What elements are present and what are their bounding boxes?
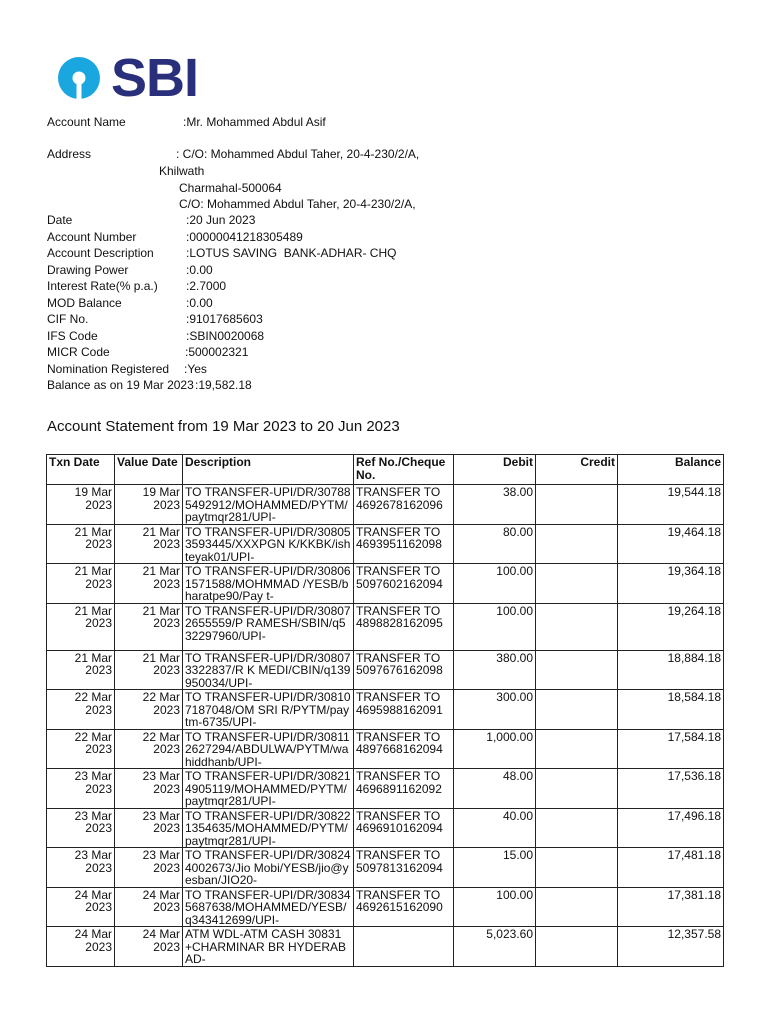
table-row [47,650,724,690]
balance-cell: 19,264.18 [618,603,724,650]
ref-cell: TRANSFER TO 4692678162096 [354,485,454,525]
credit-cell [536,603,618,650]
table-row [47,887,724,927]
credit-cell [536,769,618,809]
header-balance: Balance [618,455,724,485]
table-row [47,808,724,848]
description-cell: TO TRANSFER-UPI/DR/308244002673/Jio Mobi/YESB/jio@yesban/JIO20- [183,848,354,888]
bank-name: SBI [111,48,199,108]
txn-date-cell: 21 Mar 2023 [47,564,115,604]
debit-cell: 300.00 [454,690,536,730]
description-cell: TO TRANSFER-UPI/DR/308061571588/MOHMMAD /YESB/bharatpe90/Pay t- [183,564,354,604]
balance-cell: 17,536.18 [618,769,724,809]
value-date-cell: 22 Mar 2023 [115,690,183,730]
credit-cell [536,848,618,888]
debit-cell: 100.00 [454,887,536,927]
value-date-cell: 21 Mar 2023 [115,564,183,604]
credit-cell [536,485,618,525]
table-row [47,848,724,888]
ref-cell: TRANSFER TO 4693951162098 [354,524,454,564]
credit-cell [536,564,618,604]
value-date-cell: 23 Mar 2023 [115,769,183,809]
value-date-cell: 24 Mar 2023 [115,927,183,967]
credit-cell [536,808,618,848]
value-date-cell: 24 Mar 2023 [115,887,183,927]
drawing-power-label: Drawing Power [47,263,129,277]
txn-date-cell: 21 Mar 2023 [47,603,115,650]
ref-cell: TRANSFER TO 4695988162091 [354,690,454,730]
account-number-value: :00000041218305489 [186,230,303,244]
debit-cell: 380.00 [454,650,536,690]
header-debit: Debit [454,455,536,485]
nomination-value: :Yes [184,362,207,376]
account-description-value: :LOTUS SAVING BANK-ADHAR- CHQ [186,246,397,260]
balance-cell: 18,884.18 [618,650,724,690]
table-row [47,927,724,967]
value-date-cell: 21 Mar 2023 [115,650,183,690]
cif-label: CIF No. [47,312,89,326]
table-row [47,603,724,650]
table-row [47,690,724,730]
value-date-cell: 21 Mar 2023 [115,603,183,650]
description-cell: TO TRANSFER-UPI/DR/308053593445/XXXPGN K/KKBK/ishteyak01/UPI- [183,524,354,564]
header-credit: Credit [536,455,618,485]
balance-cell: 12,357.58 [618,927,724,967]
txn-date-cell: 23 Mar 2023 [47,808,115,848]
txn-date-cell: 22 Mar 2023 [47,729,115,769]
table-row [47,524,724,564]
value-date-cell: 23 Mar 2023 [115,808,183,848]
description-cell: ATM WDL-ATM CASH 30831 +CHARMINAR BR HYDERABAD- [183,927,354,967]
opening-balance-label: Balance as on 19 Mar 2023 [47,378,194,392]
description-cell: TO TRANSFER-UPI/DR/308112627294/ABDULWA/PYTM/wahiddhanb/UPI- [183,729,354,769]
txn-date-cell: 23 Mar 2023 [47,848,115,888]
balance-cell: 19,464.18 [618,524,724,564]
debit-cell: 100.00 [454,564,536,604]
table-header-row [47,455,724,485]
ref-cell: TRANSFER TO 4696891162092 [354,769,454,809]
balance-cell: 17,481.18 [618,848,724,888]
balance-cell: 17,584.18 [618,729,724,769]
description-cell: TO TRANSFER-UPI/DR/308072655559/P RAMESH/SBIN/q532297960/UPI- [183,603,354,650]
debit-cell: 40.00 [454,808,536,848]
header-ref: Ref No./Cheque No. [354,455,454,485]
debit-cell: 38.00 [454,485,536,525]
description-cell: TO TRANSFER-UPI/DR/308107187048/OM SRI R/PYTM/paytm-6735/UPI- [183,690,354,730]
ref-cell: TRANSFER TO 4897668162094 [354,729,454,769]
mod-balance-value: :0.00 [186,296,213,310]
table-row [47,769,724,809]
address-line-2: Khilwath [159,164,205,178]
statement-table [46,454,724,967]
txn-date-cell: 24 Mar 2023 [47,887,115,927]
description-cell: TO TRANSFER-UPI/DR/308073322837/R K MEDI/CBIN/q139950034/UPI- [183,650,354,690]
ifs-code-value: :SBIN0020068 [186,329,265,343]
header-value-date: Value Date [115,455,183,485]
account-details [0,0,768,400]
ref-cell: TRANSFER TO 4898828162095 [354,603,454,650]
interest-rate-label: Interest Rate(% p.a.) [47,279,158,293]
value-date-cell: 23 Mar 2023 [115,848,183,888]
ref-cell: TRANSFER TO 4696910162094 [354,808,454,848]
txn-date-cell: 22 Mar 2023 [47,690,115,730]
mod-balance-label: MOD Balance [47,296,122,310]
txn-date-cell: 24 Mar 2023 [47,927,115,967]
credit-cell [536,524,618,564]
drawing-power-value: :0.00 [186,263,213,277]
debit-cell: 48.00 [454,769,536,809]
address-line-1: : C/O: Mohammed Abdul Taher, 20-4-230/2/A, [176,147,420,161]
value-date-cell: 22 Mar 2023 [115,729,183,769]
txn-date-cell: 19 Mar 2023 [47,485,115,525]
account-description-label: Account Description [47,246,154,260]
balance-cell: 19,364.18 [618,564,724,604]
balance-cell: 19,544.18 [618,485,724,525]
address-line-4: C/O: Mohammed Abdul Taher, 20-4-230/2/A, [179,197,416,211]
date-value: :20 Jun 2023 [186,213,256,227]
nomination-label: Nomination Registered [47,362,170,376]
ref-cell: TRANSFER TO 5097676162098 [354,650,454,690]
description-cell: TO TRANSFER-UPI/DR/308345687638/MOHAMMED/YESB/q343412699/UPI- [183,887,354,927]
debit-cell: 80.00 [454,524,536,564]
value-date-cell: 21 Mar 2023 [115,524,183,564]
ifs-code-label: IFS Code [47,329,98,343]
credit-cell [536,887,618,927]
statement-title: Account Statement from 19 Mar 2023 to 20 Jun 2023 [47,418,400,435]
ref-cell [354,927,454,967]
debit-cell: 5,023.60 [454,927,536,967]
credit-cell [536,650,618,690]
micr-code-value: :500002321 [185,345,249,359]
txn-date-cell: 21 Mar 2023 [47,524,115,564]
micr-code-label: MICR Code [47,345,110,359]
debit-cell: 1,000.00 [454,729,536,769]
txn-date-cell: 23 Mar 2023 [47,769,115,809]
ref-cell: TRANSFER TO 5097602162094 [354,564,454,604]
account-number-label: Account Number [47,230,137,244]
table-row [47,485,724,525]
ref-cell: TRANSFER TO 4692615162090 [354,887,454,927]
header-txn-date: Txn Date [47,455,115,485]
interest-rate-value: :2.7000 [186,279,227,293]
debit-cell: 15.00 [454,848,536,888]
address-line-3: Charmahal-500064 [179,181,282,195]
credit-cell [536,729,618,769]
ref-cell: TRANSFER TO 5097813162094 [354,848,454,888]
debit-cell: 100.00 [454,603,536,650]
credit-cell [536,690,618,730]
address-label: Address [47,147,92,161]
balance-cell: 17,496.18 [618,808,724,848]
header-description: Description [183,455,354,485]
balance-cell: 18,584.18 [618,690,724,730]
description-cell: TO TRANSFER-UPI/DR/307885492912/MOHAMMED/PYTM/paytmqr281/UPI- [183,485,354,525]
table-row [47,729,724,769]
value-date-cell: 19 Mar 2023 [115,485,183,525]
description-cell: TO TRANSFER-UPI/DR/308221354635/MOHAMMED/PYTM/paytmqr281/UPI- [183,808,354,848]
date-label: Date [47,213,73,227]
table-row [47,564,724,604]
account-name-value: :Mr. Mohammed Abdul Asif [183,115,326,129]
account-name-label: Account Name [47,115,126,129]
txn-date-cell: 21 Mar 2023 [47,650,115,690]
opening-balance-value: :19,582.18 [195,378,252,392]
balance-cell: 17,381.18 [618,887,724,927]
cif-value: :91017685603 [186,312,263,326]
credit-cell [536,927,618,967]
description-cell: TO TRANSFER-UPI/DR/308214905119/MOHAMMED/PYTM/paytmqr281/UPI- [183,769,354,809]
